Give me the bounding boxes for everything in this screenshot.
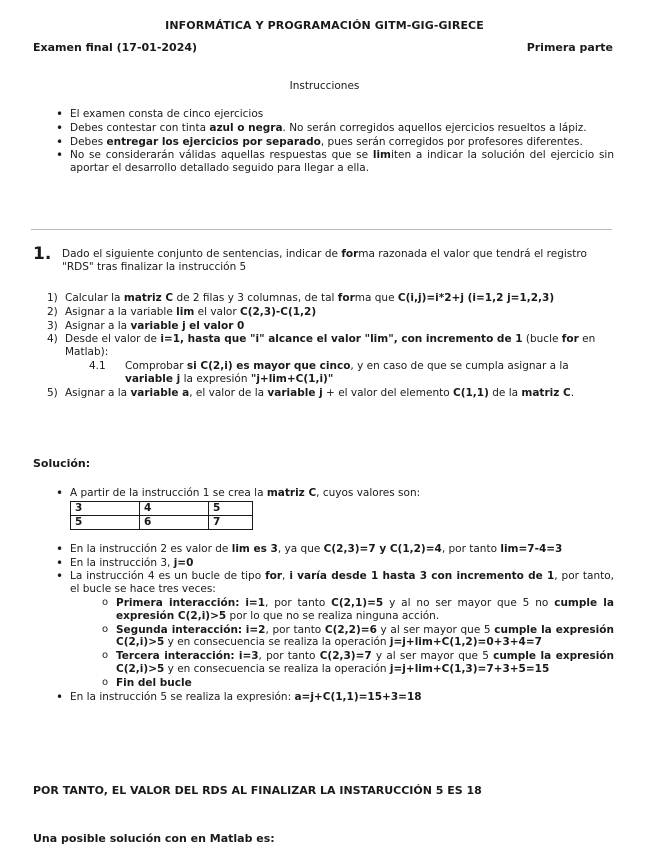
- solution-item: • En la instrucción 3, j=0: [56, 557, 614, 570]
- solution-list: [56, 487, 614, 704]
- step-text: Asignar a la variable lim el valor C(2,3)-C(1,2): [65, 305, 317, 318]
- loop-description: • La instrucción 4 es un bucle de tipo for, i varía desde 1 hasta 3 con incremento de 1, por tanto, el bucle se hace tres veces:: [70, 570, 614, 596]
- matrix-row: [71, 501, 253, 515]
- conclusion: POR TANTO, EL VALOR DEL RDS AL FINALIZAR LA INSTARUCCIÓN 5 ES 18: [33, 784, 482, 797]
- solution-item: [56, 570, 614, 689]
- step-1: [47, 292, 613, 305]
- step-5: [47, 387, 613, 400]
- course-title: INFORMÁTICA Y PROGRAMACIÓN GITM-GIG-GIRECE: [165, 19, 484, 32]
- matrix-cell: 4: [140, 501, 209, 515]
- exam-header-line: [33, 41, 613, 54]
- step-3: [47, 320, 613, 333]
- instructions-list: [56, 108, 614, 176]
- instructions-heading: Instrucciones: [289, 80, 360, 92]
- matrix-cell: 5: [71, 515, 140, 529]
- matrix-table: [70, 501, 253, 530]
- iteration-item: o Primera interacción: i=1, por tanto C(2,1)=5 y al no ser mayor que 5 no cumple la expresión C(2,i)>5 por lo que no se realiza ninguna acción.: [102, 597, 614, 623]
- step-number: 3): [47, 319, 58, 332]
- matlab-intro: Una posible solución con en Matlab es:: [33, 832, 275, 845]
- step-text: Calcular la matriz C de 2 filas y 3 columnas, de tal forma que C(i,j)=i*2+j (i=1,2 j=1,2,3): [65, 292, 555, 304]
- instruction-item: • Debes entregar los ejercicios por separado, pues serán corregidos por profesores diferentes.: [56, 136, 614, 149]
- question-text: Dado el siguiente conjunto de sentencias, indicar de forma razonada el valor que tendrá el registro "RDS" tras finalizar la instrucción 5: [62, 248, 587, 273]
- step-text: Desde el valor de i=1, hasta que "i" alcance el valor "lim", con incremento de 1 (bucle for en Matlab):: [65, 333, 596, 359]
- solution-item: • En la instrucción 2 es valor de lim es 3, ya que C(2,3)=7 y C(1,2)=4, por tanto lim=7-4=3: [56, 543, 614, 556]
- step-number: 4.1: [89, 359, 106, 372]
- matrix-cell: 5: [209, 501, 253, 515]
- exam-date: Examen final (17-01-2024): [33, 41, 198, 54]
- step-number: 1): [47, 292, 58, 304]
- solution-item: • En la instrucción 5 se realiza la expresión: a=j+C(1,1)=15+3=18: [56, 691, 614, 704]
- instruction-item: • Debes contestar con tinta azul o negra. No serán corregidos aquellos ejercicios resueltos a lápiz.: [56, 122, 614, 135]
- solution-item: [56, 487, 614, 530]
- iteration-item: o Fin del bucle: [102, 677, 614, 690]
- step-number: 4): [47, 333, 58, 346]
- step-2: [47, 306, 613, 319]
- solution-heading: Solución:: [33, 457, 91, 470]
- instruction-item: • El examen consta de cinco ejercicios: [56, 108, 614, 121]
- step-text: Comprobar si C(2,i) es mayor que cinco, y en caso de que se cumpla asignar a la variable j la expresión "j+lim+C(1,i)": [125, 359, 569, 385]
- question-number: 1.: [33, 244, 52, 264]
- matrix-cell: 6: [140, 515, 209, 529]
- matrix-row: [71, 515, 253, 529]
- iteration-item: o Segunda interacción: i=2, por tanto C(2,2)=6 y al ser mayor que 5 cumple la expresión C(2,i)>5 y en consecuencia se realiza la operación j=j+lim+C(1,2)=0+3+4=7: [102, 624, 614, 650]
- step-text: Asignar a la variable a, el valor de la variable j + el valor del elemento C(1,1) de la matriz C.: [65, 386, 575, 399]
- exam-part: Primera parte: [526, 41, 613, 54]
- step-number: 5): [47, 386, 58, 399]
- matrix-cell: 7: [209, 515, 253, 529]
- step-4: [47, 333, 613, 359]
- step-text: Asignar a la variable j el valor 0: [65, 319, 245, 332]
- section-divider: [31, 229, 612, 230]
- matrix-intro: • A partir de la instrucción 1 se crea la matriz C, cuyos valores son:: [70, 487, 421, 499]
- step-4-1: [47, 360, 613, 386]
- matrix-cell: 3: [71, 501, 140, 515]
- instruction-item: • No se considerarán válidas aquellas respuestas que se limiten a indicar la solución del ejercicio sin aportar el desarrollo detallado seguido para llegar a ella.: [56, 149, 614, 175]
- step-number: 2): [47, 305, 58, 318]
- iteration-list: [70, 597, 614, 690]
- iteration-item: o Tercera interacción: i=3, por tanto C(2,3)=7 y al ser mayor que 5 cumple la expresión C(2,i)>5 y en consecuencia se realiza la operación j=j+lim+C(1,3)=7+3+5=15: [102, 650, 614, 676]
- question-steps: [47, 292, 613, 400]
